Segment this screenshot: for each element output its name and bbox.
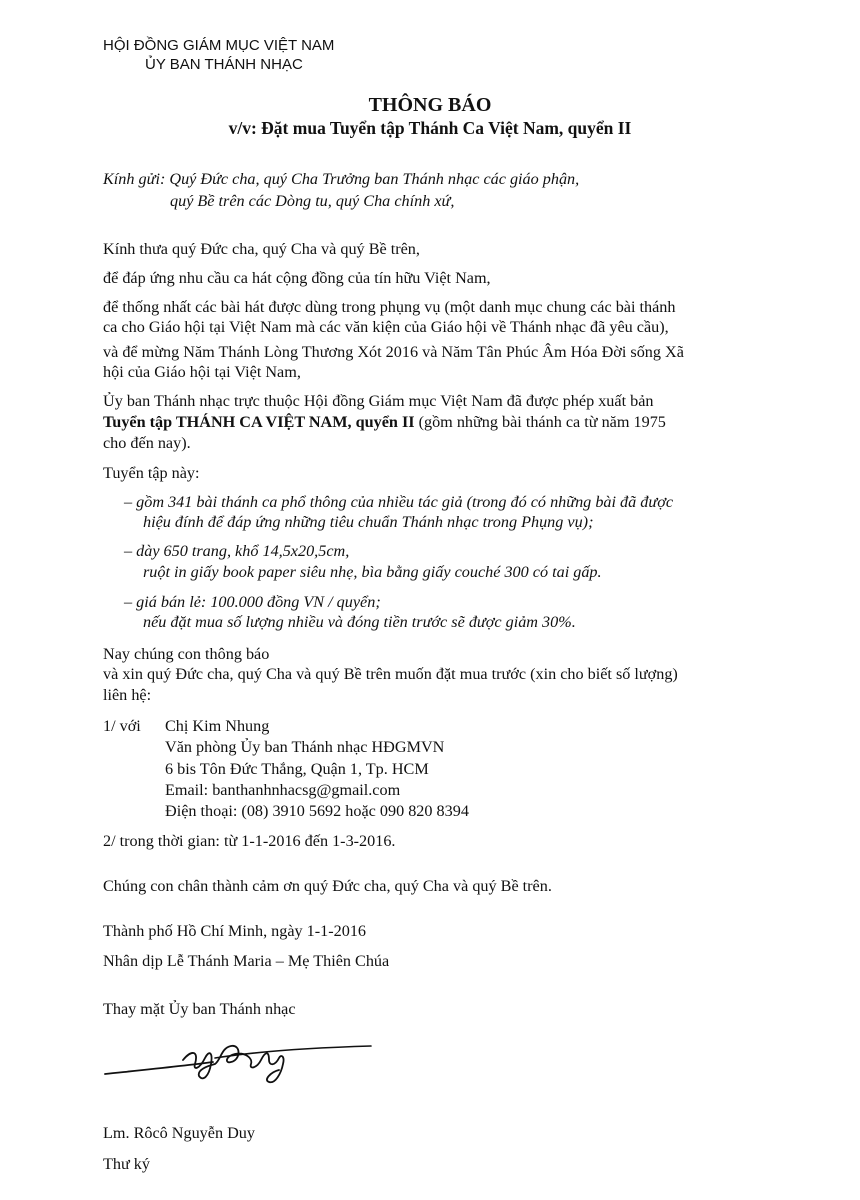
paragraph-3-line-2: hội của Giáo hội tại Việt Nam, <box>103 363 301 381</box>
thanks-line: Chúng con chân thành cảm ơn quý Đức cha, quý Cha và quý Bề trên. <box>103 877 552 895</box>
paragraph-3-line-1: và để mừng Năm Thánh Lòng Thương Xót 2016 và Năm Tân Phúc Âm Hóa Đời sống Xã <box>103 343 684 361</box>
recipient-line-2: quý Bề trên các Dòng tu, quý Cha chính xứ, <box>170 192 455 210</box>
collection-scope: (gồm những bài thánh ca từ năm 1975 <box>414 413 666 431</box>
signer-name: Lm. Rôcô Nguyễn Duy <box>103 1124 255 1142</box>
item-1-line-1: – gồm 341 bài thánh ca phổ thông của nhiều tác giả (trong đó có những bài đã được <box>124 493 674 511</box>
notice-line-3: liên hệ: <box>103 686 152 704</box>
paragraph-1: để đáp ứng nhu cầu ca hát cộng đồng của tín hữu Việt Nam, <box>103 269 491 287</box>
notice-line-1: Nay chúng con thông báo <box>103 645 270 663</box>
item-1-line-2: hiệu đính để đáp ứng những tiêu chuẩn Thánh nhạc trong Phụng vụ); <box>143 513 594 531</box>
contact-address: 6 bis Tôn Đức Thắng, Quận 1, Tp. HCM <box>165 760 429 778</box>
paragraph-4-line-1: Ủy ban Thánh nhạc trực thuộc Hội đồng Giám mục Việt Nam đã được phép xuất bản <box>103 392 654 410</box>
item-2-line-2: ruột in giấy book paper siêu nhẹ, bìa bằng giấy couché 300 có tai gấp. <box>143 563 602 581</box>
committee-name: ỦY BAN THÁNH NHẠC <box>145 56 303 73</box>
date-line: Thành phố Hồ Chí Minh, ngày 1-1-2016 <box>103 922 367 940</box>
contact-name: Chị Kim Nhung <box>165 717 270 735</box>
signer-title: Thư ký <box>103 1155 150 1173</box>
document-title: THÔNG BÁO <box>368 94 492 116</box>
contact-office: Văn phòng Ủy ban Thánh nhạc HĐGMVN <box>165 738 445 756</box>
collection-intro: Tuyển tập này: <box>103 464 200 482</box>
org-name: HỘI ĐỒNG GIÁM MỤC VIỆT NAM <box>103 37 335 54</box>
occasion-line: Nhân dịp Lễ Thánh Maria – Mẹ Thiên Chúa <box>103 952 390 970</box>
item-3-line-2: nếu đặt mua số lượng nhiều và đóng tiền trước sẽ được giảm 30%. <box>143 613 576 631</box>
item-2-line-1: – dày 650 trang, khổ 14,5x20,5cm, <box>124 542 350 560</box>
paragraph-2-line-1: để thống nhất các bài hát được dùng trong phụng vụ (một danh mục chung các bài thánh <box>103 298 676 316</box>
contact-phone: Điện thoại: (08) 3910 5692 hoặc 090 820 8394 <box>165 802 469 820</box>
on-behalf-line: Thay mặt Ủy ban Thánh nhạc <box>103 1000 296 1018</box>
collection-name: Tuyển tập THÁNH CA VIỆT NAM, quyển II <box>103 413 415 431</box>
greeting: Kính thưa quý Đức cha, quý Cha và quý Bề trên, <box>103 240 420 258</box>
notice-line-2: và xin quý Đức cha, quý Cha và quý Bề trên muốn đặt mua trước (xin cho biết số lượng) <box>103 665 678 683</box>
contact-email: Email: banthanhnhacsg@gmail.com <box>165 781 401 799</box>
paragraph-2-line-2: ca cho Giáo hội tại Việt Nam mà các văn kiện của Giáo hội về Thánh nhạc đã yêu cầu), <box>103 318 669 336</box>
paragraph-4-line-2 <box>103 413 666 432</box>
order-period: 2/ trong thời gian: từ 1-1-2016 đến 1-3-2016. <box>103 832 396 850</box>
recipient-line-1: Kính gửi: Quý Đức cha, quý Cha Trưởng ban Thánh nhạc các giáo phận, <box>103 170 580 188</box>
contact-prefix: 1/ với <box>103 717 141 735</box>
handwritten-signature <box>103 1030 378 1090</box>
document-subject: v/v: Đặt mua Tuyển tập Thánh Ca Việt Nam, quyển II <box>228 118 632 138</box>
item-3-line-1: – giá bán lẻ: 100.000 đồng VN / quyển; <box>124 593 381 611</box>
paragraph-4-line-3: cho đến nay). <box>103 434 191 452</box>
